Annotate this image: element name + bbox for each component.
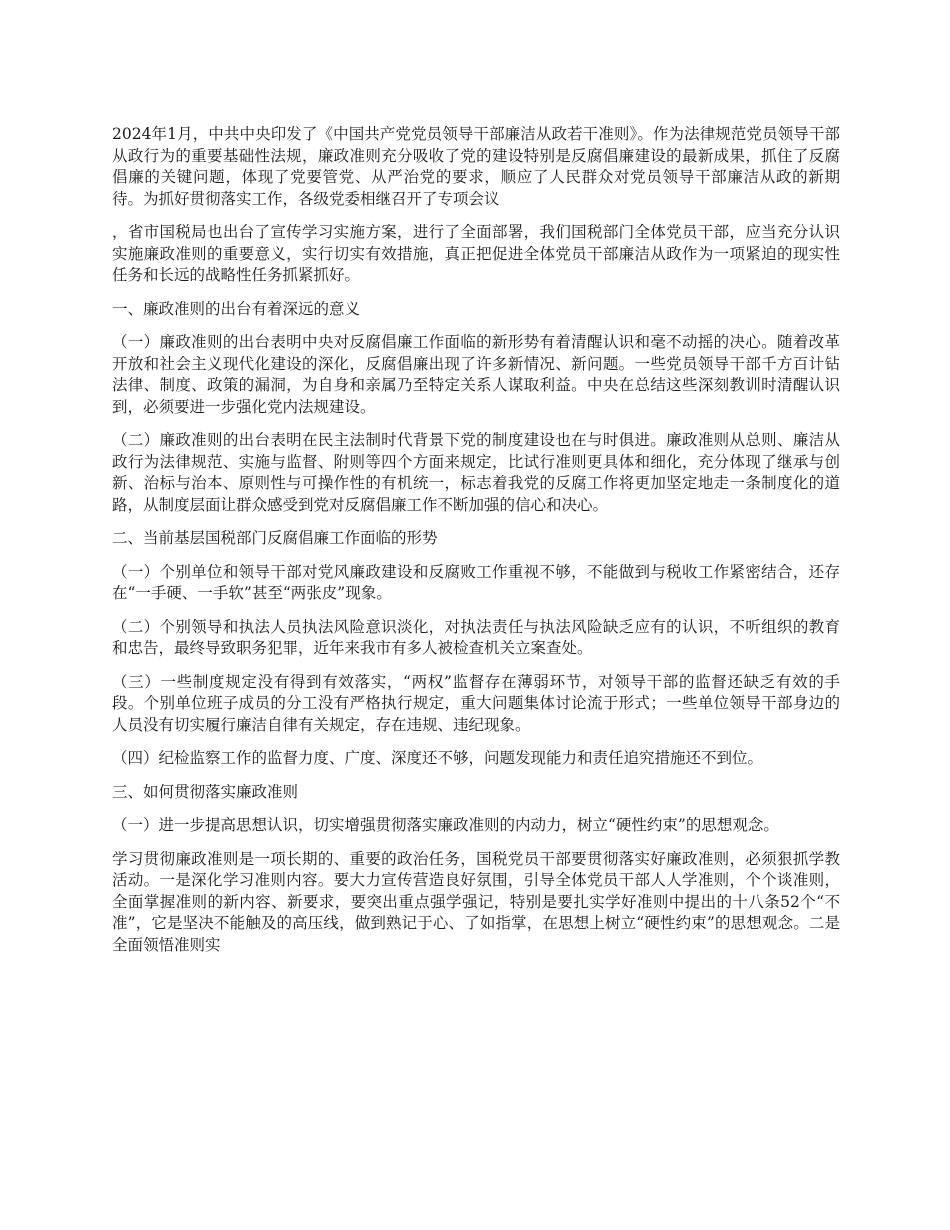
section-1-item-2: （二）廉政准则的出台表明在民主法制时代背景下党的制度建设也在与时俱进。廉政准则从总则、廉洁从政行为法律规范、实施与监督、附则等四个方面来规定，比试行准则更具体和细化，充分体现了继承与创新、治标与治本、原则性与可操作性的有机统一，标志着我党的反腐工作将更加坚定地走一条制度化的道路，从制度层面让群众感受到党对反腐倡廉工作不断加强的信心和决心。 [112,431,840,514]
section-2-item-1: （一）个别单位和领导干部对党风廉政建设和反腐败工作重视不够，不能做到与税收工作紧密结合，还存在“一手硬、一手软”甚至“两张皮”现象。 [112,562,840,602]
section-heading-1: 一、廉政准则的出台有着深远的意义 [112,299,361,318]
section-heading-3: 三、如何贯彻落实廉政准则 [112,782,299,801]
section-2-item-2: （二）个别领导和执法人员执法风险意识淡化，对执法责任与执法风险缺乏应有的认识，不听组织的教育和忠告，最终导致职务犯罪，近年来我市有多人被检查机关立案查处。 [112,617,840,657]
document-body [112,124,840,968]
intro-paragraph: 2024年1月，中共中央印发了《中国共产党党员领导干部廉洁从政若干准则》。作为法律规范党员领导干部从政行为的重要基础性法规，廉政准则充分吸收了党的建设特别是反腐倡廉建设的最新成果，抓住了反腐倡廉的关键问题，体现了党要管党、从严治党的要求，顺应了人民群众对党员领导干部廉洁从政的新期待。为抓好贯彻落实工作，各级党委相继召开了专项会议 [112,125,840,208]
intro-paragraph-continued: ，省市国税局也出台了宣传学习实施方案，进行了全面部署，我们国税部门全体党员干部，应当充分认识实施廉政准则的重要意义，实行切实有效措施，真正把促进全体党员干部廉洁从政作为一项紧迫的现实性任务和长远的战略性任务抓紧抓好。 [112,223,840,284]
section-heading-2: 二、当前基层国税部门反腐倡廉工作面临的形势 [112,529,438,547]
section-2-item-4: （四）纪检监察工作的监督力度、广度、深度还不够，问题发现能力和责任追究措施还不到位。 [112,749,764,767]
section-1-item-1: （一）廉政准则的出台表明中央对反腐倡廉工作面临的新形势有着清醒认识和毫不动摇的决心。随着改革开放和社会主义现代化建设的深化，反腐倡廉出现了许多新情况、新问题。一些党员领导干部千方百计钻法律、制度、政策的漏洞，为自身和亲属乃至特定关系人谋取利益。中央在总结这些深刻教训时清醒认识到，必须要进一步强化党内法规建设。 [112,333,840,416]
section-3-body: 学习贯彻廉政准则是一项长期的、重要的政治任务，国税党员干部要贯彻落实好廉政准则，必须狠抓学教活动。一是深化学习准则内容。要大力宣传营造良好氛围，引导全体党员干部人人学准则，个个谈准则，全面掌握准则的新内容、新要求，要突出重点强学强记，特别是要扎实学好准则中提出的十八条52个“不准”，它是坚决不能触及的高压线，做到熟记于心、了如指掌，在思想上树立“硬性约束”的思想观念。二是全面领悟准则实 [112,849,840,954]
section-3-item-1: （一）进一步提高思想认识，切实增强贯彻落实廉政准则的内动力，树立“硬性约束”的思想观念。 [112,816,779,834]
section-2-item-3: （三）一些制度规定没有得到有效落实，“两权”监督存在薄弱环节，对领导干部的监督还缺乏有效的手段。个别单位班子成员的分工没有严格执行规定，重大问题集体讨论流于形式；一些单位领导干部身边的人员没有切实履行廉洁自律有关规定，存在违规、违纪现象。 [112,672,840,734]
